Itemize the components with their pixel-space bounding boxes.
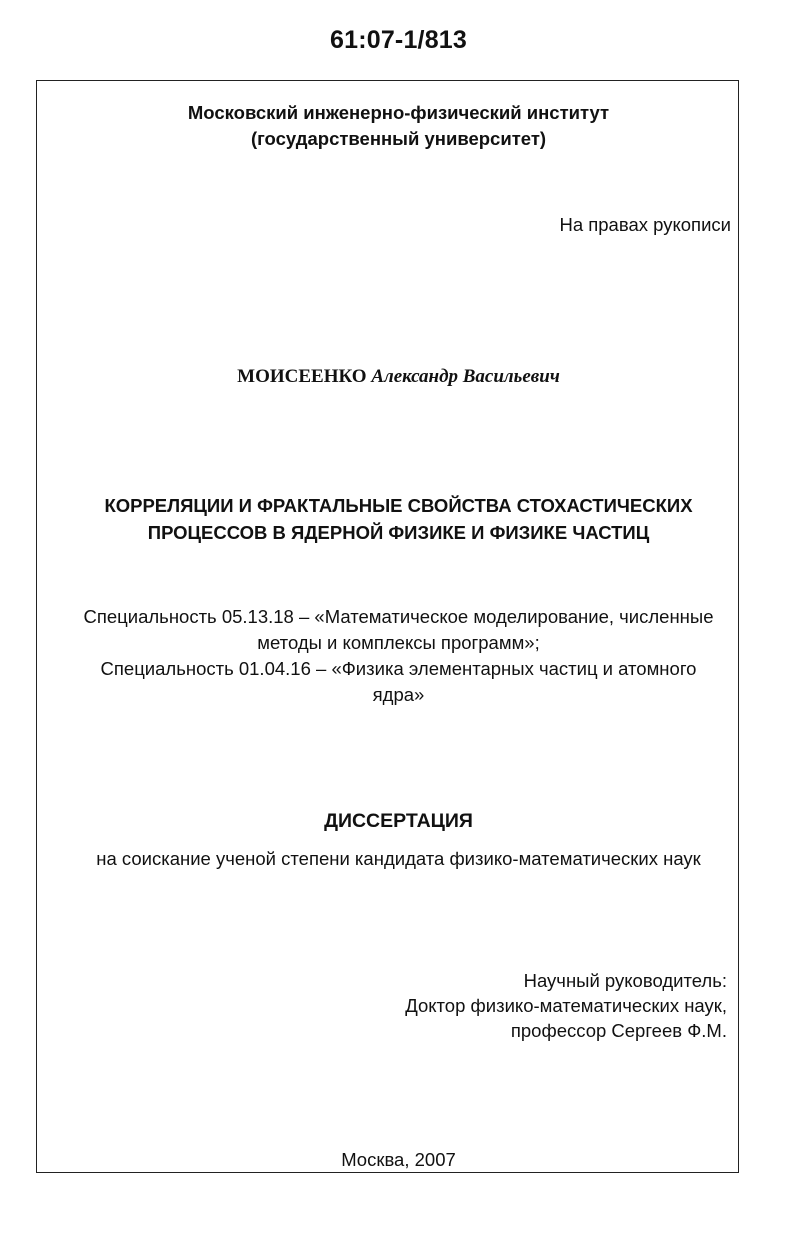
speciality-line: Специальность 01.04.16 – «Физика элементарных частиц и атомного [100,658,697,679]
degree-statement: на соискание ученой степени кандидата физико-математических наук [96,848,701,869]
title-line-2: ПРОЦЕССОВ В ЯДЕРНОЙ ФИЗИКЕ И ФИЗИКЕ ЧАСТИЦ [147,522,650,543]
speciality-line: Специальность 05.13.18 – «Математическое моделирование, численные [83,606,714,627]
catalog-number: 61:07-1/813 [329,26,468,54]
institute-name [0,100,797,152]
supervisor-degree: Доктор физико-математических наук, [405,995,727,1016]
specialities-block [0,604,797,708]
dissertation-title [0,492,797,546]
document-type: ДИССЕРТАЦИЯ [324,810,473,832]
speciality-line: методы и комплексы программ»; [257,632,540,653]
supervisor-block [405,968,727,1043]
title-line-1: КОРРЕЛЯЦИИ И ФРАКТАЛЬНЫЕ СВОЙСТВА СТОХАСТИЧЕСКИХ [104,495,693,516]
supervisor-name: профессор Сергеев Ф.М. [510,1020,727,1041]
speciality-line: ядра» [372,684,425,705]
author-surname: МОИСЕЕНКО [237,366,367,387]
institute-line-2: (государственный университет) [250,128,547,149]
institute-line-1: Московский инженерно-физический институт [187,102,610,123]
manuscript-note: На правах рукописи [559,214,731,235]
supervisor-label: Научный руководитель: [523,970,727,991]
author-given-names: Александр Васильевич [371,366,560,387]
city-year: Москва, 2007 [341,1149,456,1170]
author-name [0,366,797,388]
